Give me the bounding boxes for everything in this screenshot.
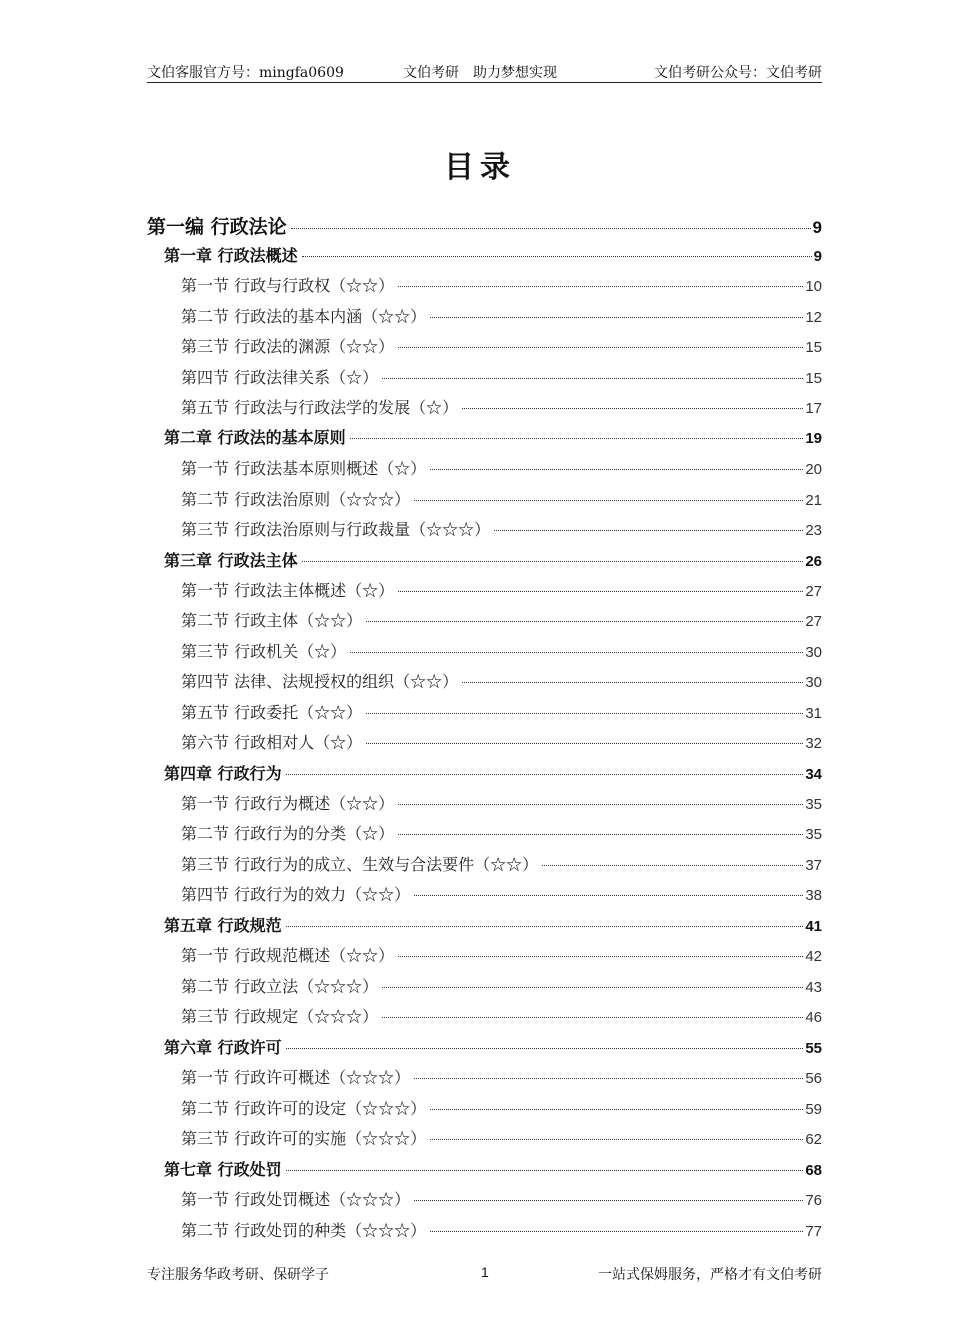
toc-section-entry[interactable] bbox=[181, 1187, 822, 1210]
toc-entry-page-number: 15 bbox=[805, 339, 822, 356]
toc-entry-label: 第二节 行政许可的设定（☆☆☆） bbox=[181, 1099, 427, 1118]
toc-entry-page-number: 34 bbox=[805, 766, 822, 783]
toc-section-entry[interactable] bbox=[181, 304, 822, 327]
toc-entry-page-number: 27 bbox=[805, 583, 822, 600]
toc-dot-leader bbox=[398, 956, 803, 957]
toc-dot-leader bbox=[542, 865, 803, 866]
toc-entry-page-number: 23 bbox=[805, 522, 822, 539]
toc-section-entry[interactable] bbox=[181, 487, 822, 510]
toc-dot-leader bbox=[398, 286, 803, 287]
toc-dot-leader bbox=[286, 1170, 804, 1171]
toc-entry-page-number: 20 bbox=[805, 461, 822, 478]
toc-section-entry[interactable] bbox=[181, 852, 822, 875]
toc-section-entry[interactable] bbox=[181, 1126, 822, 1149]
toc-entry-label: 第五节 行政法与行政法学的发展（☆） bbox=[181, 398, 459, 417]
toc-dot-leader bbox=[398, 804, 803, 805]
toc-chapter-entry[interactable] bbox=[164, 1157, 822, 1180]
toc-dot-leader bbox=[398, 347, 803, 348]
toc-section-entry[interactable] bbox=[181, 1065, 822, 1088]
toc-entry-label: 第三节 行政法治原则与行政裁量（☆☆☆） bbox=[181, 520, 491, 539]
toc-entry-page-number: 46 bbox=[805, 1009, 822, 1026]
toc-dot-leader bbox=[366, 621, 803, 622]
header-left-text: 文伯客服官方号：mingfa0609 bbox=[147, 65, 344, 81]
toc-dot-leader bbox=[430, 469, 803, 470]
toc-section-entry[interactable] bbox=[181, 517, 822, 540]
toc-entry-page-number: 56 bbox=[805, 1070, 822, 1087]
toc-dot-leader bbox=[286, 1048, 804, 1049]
toc-dot-leader bbox=[302, 256, 812, 257]
toc-section-entry[interactable] bbox=[181, 821, 822, 844]
toc-entry-page-number: 26 bbox=[805, 553, 822, 570]
toc-dot-leader bbox=[302, 561, 804, 562]
toc-section-entry[interactable] bbox=[181, 273, 822, 296]
toc-dot-leader bbox=[366, 743, 803, 744]
toc-entry-page-number: 59 bbox=[805, 1101, 822, 1118]
toc-dot-leader bbox=[350, 438, 804, 439]
toc-entry-page-number: 41 bbox=[805, 918, 822, 935]
toc-entry-page-number: 55 bbox=[805, 1040, 822, 1057]
toc-dot-leader bbox=[494, 530, 803, 531]
toc-entry-page-number: 12 bbox=[805, 309, 822, 326]
toc-entry-label: 第三节 行政行为的成立、生效与合法要件（☆☆） bbox=[181, 855, 539, 874]
toc-dot-leader bbox=[430, 1109, 803, 1110]
toc-entry-label: 第二节 行政立法（☆☆☆） bbox=[181, 977, 379, 996]
toc-section-entry[interactable] bbox=[181, 578, 822, 601]
toc-entry-page-number: 9 bbox=[813, 248, 822, 265]
toc-entry-label: 第三节 行政法的渊源（☆☆） bbox=[181, 337, 395, 356]
toc-entry-page-number: 62 bbox=[805, 1131, 822, 1148]
toc-entry-label: 第四章 行政行为 bbox=[164, 764, 282, 783]
toc-dot-leader bbox=[430, 317, 803, 318]
toc-entry-label: 第三节 行政许可的实施（☆☆☆） bbox=[181, 1129, 427, 1148]
toc-entry-page-number: 68 bbox=[805, 1162, 822, 1179]
toc-section-entry[interactable] bbox=[181, 608, 822, 631]
toc-dot-leader bbox=[291, 228, 811, 229]
toc-entry-label: 第五章 行政规范 bbox=[164, 916, 282, 935]
page-footer bbox=[147, 1264, 822, 1286]
toc-entry-page-number: 27 bbox=[805, 613, 822, 630]
toc-entry-label: 第一节 行政处罚概述（☆☆☆） bbox=[181, 1190, 411, 1209]
toc-section-entry[interactable] bbox=[181, 1096, 822, 1119]
toc-section-entry[interactable] bbox=[181, 1218, 822, 1241]
toc-entry-page-number: 35 bbox=[805, 826, 822, 843]
toc-entry-page-number: 21 bbox=[805, 492, 822, 509]
page-header bbox=[147, 60, 822, 83]
toc-entry-label: 第二章 行政法的基本原则 bbox=[164, 428, 346, 447]
toc-dot-leader bbox=[366, 713, 803, 714]
toc-entry-label: 第一节 行政行为概述（☆☆） bbox=[181, 794, 395, 813]
toc-dot-leader bbox=[430, 1139, 803, 1140]
toc-entry-page-number: 38 bbox=[805, 887, 822, 904]
toc-entry-label: 第三节 行政规定（☆☆☆） bbox=[181, 1007, 379, 1026]
toc-entry-page-number: 19 bbox=[805, 430, 822, 447]
toc-entry-label: 第五节 行政委托（☆☆） bbox=[181, 703, 363, 722]
toc-entry-label: 第六章 行政许可 bbox=[164, 1038, 282, 1057]
toc-entry-label: 第四节 行政行为的效力（☆☆） bbox=[181, 885, 411, 904]
toc-dot-leader bbox=[462, 682, 803, 683]
toc-chapter-entry[interactable] bbox=[164, 1035, 822, 1058]
toc-entry-label: 第二节 行政行为的分类（☆） bbox=[181, 824, 395, 843]
toc-dot-leader bbox=[286, 926, 804, 927]
toc-entry-page-number: 35 bbox=[805, 796, 822, 813]
toc-entry-label: 第四节 法律、法规授权的组织（☆☆） bbox=[181, 672, 459, 691]
toc-entry-label: 第二节 行政法治原则（☆☆☆） bbox=[181, 490, 411, 509]
toc-entry-page-number: 30 bbox=[805, 644, 822, 661]
header-right-text: 文伯考研公众号：文伯考研 bbox=[654, 65, 822, 81]
page-title: 目录 bbox=[444, 150, 516, 185]
toc-entry-label: 第七章 行政处罚 bbox=[164, 1160, 282, 1179]
toc-dot-leader bbox=[382, 987, 803, 988]
toc-section-entry[interactable] bbox=[181, 365, 822, 388]
toc-entry-page-number: 15 bbox=[805, 370, 822, 387]
toc-dot-leader bbox=[382, 378, 803, 379]
toc-entry-page-number: 32 bbox=[805, 735, 822, 752]
toc-entry-page-number: 76 bbox=[805, 1192, 822, 1209]
header-middle-text: 文伯考研 助力梦想实现 bbox=[403, 65, 557, 81]
toc-chapter-entry[interactable] bbox=[164, 243, 822, 266]
toc-entry-label: 第一节 行政规范概述（☆☆） bbox=[181, 946, 395, 965]
toc-section-entry[interactable] bbox=[181, 639, 822, 662]
toc-entry-page-number: 9 bbox=[812, 218, 822, 237]
footer-page-number: 1 bbox=[481, 1264, 489, 1280]
toc-entry-label: 第一节 行政与行政权（☆☆） bbox=[181, 276, 395, 295]
toc-entry-label: 第二节 行政主体（☆☆） bbox=[181, 611, 363, 630]
toc-entry-label: 第四节 行政法律关系（☆） bbox=[181, 368, 379, 387]
toc-section-entry[interactable] bbox=[181, 791, 822, 814]
toc-dot-leader bbox=[414, 895, 803, 896]
toc-entry-page-number: 31 bbox=[805, 705, 822, 722]
toc-dot-leader bbox=[414, 1200, 803, 1201]
toc-dot-leader bbox=[350, 652, 803, 653]
toc-dot-leader bbox=[430, 1231, 803, 1232]
toc-entry-page-number: 10 bbox=[805, 278, 822, 295]
toc-chapter-entry[interactable] bbox=[164, 425, 822, 448]
toc-entry-label: 第一节 行政许可概述（☆☆☆） bbox=[181, 1068, 411, 1087]
toc-dot-leader bbox=[462, 408, 803, 409]
toc-section-entry[interactable] bbox=[181, 334, 822, 357]
toc-section-entry[interactable] bbox=[181, 700, 822, 723]
toc-entry-label: 第二节 行政处罚的种类（☆☆☆） bbox=[181, 1221, 427, 1240]
toc-dot-leader bbox=[398, 834, 803, 835]
toc-section-entry[interactable] bbox=[181, 456, 822, 479]
toc-entry-label: 第三节 行政机关（☆） bbox=[181, 642, 347, 661]
toc-entry-label: 第二节 行政法的基本内涵（☆☆） bbox=[181, 307, 427, 326]
toc-section-entry[interactable] bbox=[181, 943, 822, 966]
toc-section-entry[interactable] bbox=[181, 882, 822, 905]
toc-entry-label: 第一章 行政法概述 bbox=[164, 246, 298, 265]
toc-entry-page-number: 37 bbox=[805, 857, 822, 874]
toc-entry-page-number: 77 bbox=[805, 1223, 822, 1240]
toc-part-entry[interactable] bbox=[147, 212, 822, 239]
toc-entry-label: 第三章 行政法主体 bbox=[164, 551, 298, 570]
toc-dot-leader bbox=[414, 1078, 803, 1079]
footer-left-text: 专注服务华政考研、保研学子 bbox=[147, 1267, 329, 1283]
toc-entry-label: 第一节 行政法基本原则概述（☆） bbox=[181, 459, 427, 478]
toc-dot-leader bbox=[382, 1017, 803, 1018]
toc-chapter-entry[interactable] bbox=[164, 548, 822, 571]
toc-chapter-entry[interactable] bbox=[164, 761, 822, 784]
toc-section-entry[interactable] bbox=[181, 730, 822, 753]
toc-chapter-entry[interactable] bbox=[164, 913, 822, 936]
toc-section-entry[interactable] bbox=[181, 395, 822, 418]
toc-entry-label: 第一编 行政法论 bbox=[147, 216, 287, 238]
toc-dot-leader bbox=[286, 774, 804, 775]
toc-section-entry[interactable] bbox=[181, 669, 822, 692]
toc-entry-page-number: 30 bbox=[805, 674, 822, 691]
toc-entry-label: 第六节 行政相对人（☆） bbox=[181, 733, 363, 752]
toc-dot-leader bbox=[398, 591, 803, 592]
toc-entry-page-number: 43 bbox=[805, 979, 822, 996]
toc-dot-leader bbox=[414, 500, 803, 501]
toc-entry-page-number: 17 bbox=[805, 400, 822, 417]
toc-section-entry[interactable] bbox=[181, 1004, 822, 1027]
footer-right-text: 一站式保姆服务，严格才有文伯考研 bbox=[598, 1267, 822, 1283]
toc-entry-page-number: 42 bbox=[805, 948, 822, 965]
toc-section-entry[interactable] bbox=[181, 974, 822, 997]
toc-entry-label: 第一节 行政法主体概述（☆） bbox=[181, 581, 395, 600]
